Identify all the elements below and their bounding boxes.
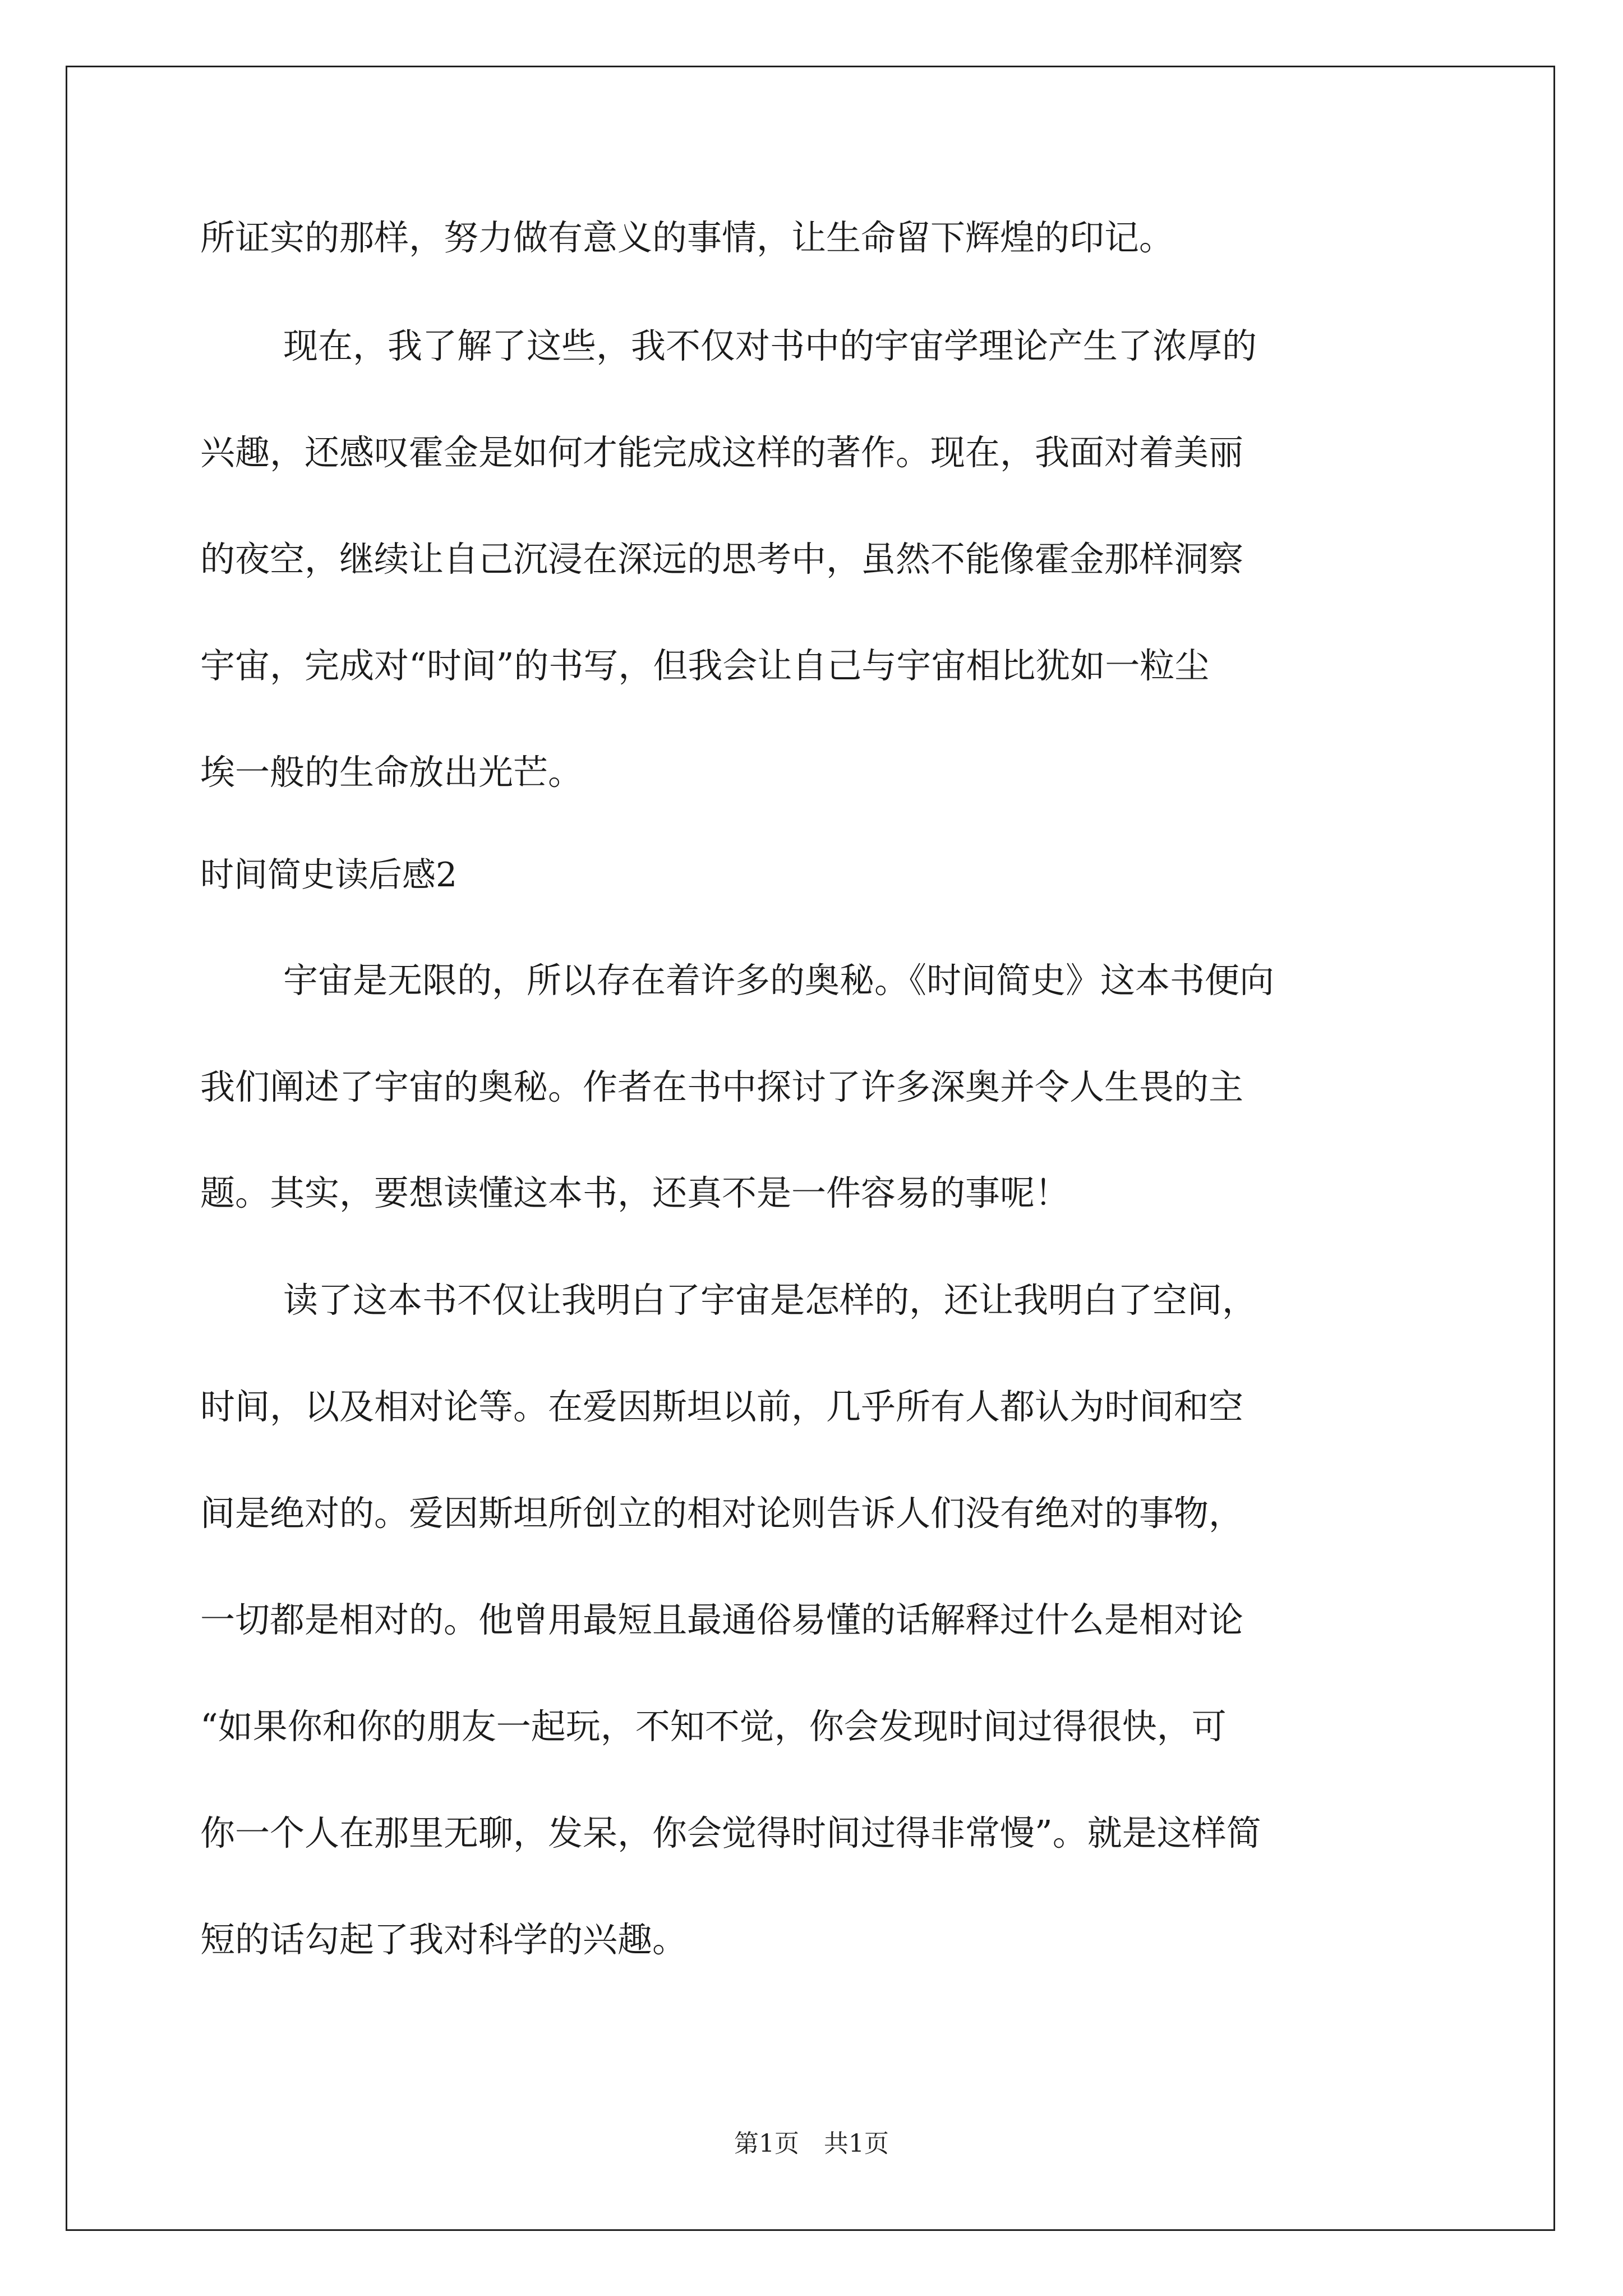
paragraph-line: 时间，以及相对论等。在爱因斯坦以前，几乎所有人都认为时间和空 (200, 1386, 1244, 1427)
paragraph-line: 兴趣，还感叹霍金是如何才能完成这样的著作。现在，我面对着美丽 (200, 432, 1244, 473)
page-frame (66, 66, 1555, 2231)
paragraph-line: 宇宙，完成对“时间”的书写，但我会让自己与宇宙相比犹如一粒尘 (200, 645, 1210, 686)
paragraph-line: 的夜空，继续让自己沉浸在深远的思考中，虽然不能像霍金那样洞察 (200, 539, 1244, 579)
paragraph-line: 宇宙是无限的，所以存在着许多的奥秘。《时间简史》这本书便向 (283, 960, 1275, 1001)
paragraph-line: 你一个人在那里无聊，发呆，你会觉得时间过得非常慢”。就是这样简 (200, 1812, 1261, 1853)
paragraph-line: 现在，我了解了这些，我不仅对书中的宇宙学理论产生了浓厚的 (283, 325, 1257, 366)
paragraph-line: 我们阐述了宇宙的奥秘。作者在书中探讨了许多深奥并令人生畏的主 (200, 1066, 1244, 1107)
paragraph-line: 一切都是相对的。他曾用最短且最通俗易懂的话解释过什么是相对论 (200, 1599, 1244, 1640)
section-heading: 时间简史读后感2 (200, 855, 458, 895)
paragraph-line: 题。其实，要想读懂这本书，还真不是一件容易的事呢！ (200, 1172, 1070, 1213)
paragraph-line: 间是绝对的。爱因斯坦所创立的相对论则告诉人们没有绝对的事物， (200, 1493, 1244, 1534)
paragraph-line: 所证实的那样，努力做有意义的事情，让生命留下辉煌的印记。 (200, 217, 1174, 258)
paragraph-line: 短的话勾起了我对科学的兴趣。 (200, 1919, 688, 1960)
paragraph-line: 埃一般的生命放出光芒。 (200, 752, 583, 793)
paragraph-line: 读了这本书不仅让我明白了宇宙是怎样的，还让我明白了空间， (283, 1280, 1257, 1320)
page-number: 第1页 共1页 (734, 2129, 889, 2158)
paragraph-line: “如果你和你的朋友一起玩，不知不觉，你会发现时间过得很快，可 (200, 1706, 1227, 1747)
